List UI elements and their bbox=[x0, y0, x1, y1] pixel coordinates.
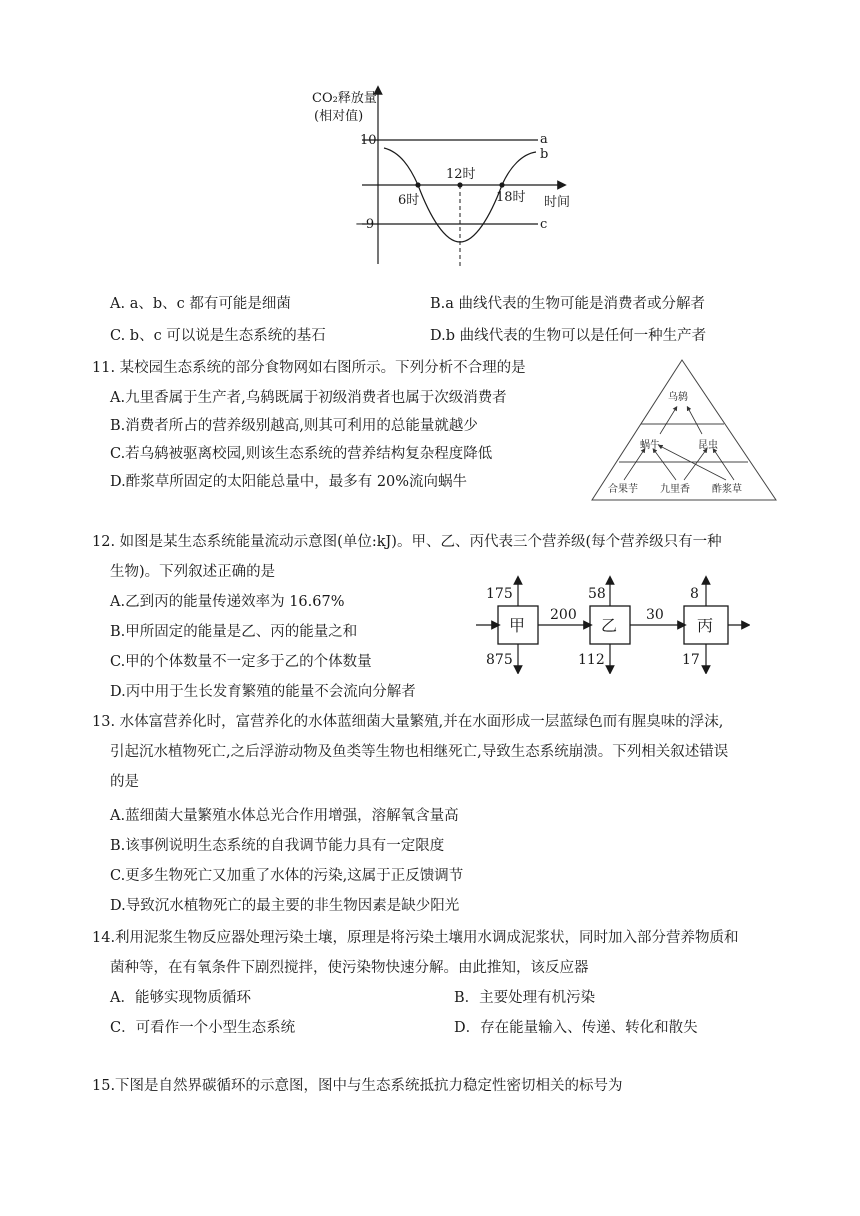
label-c: c bbox=[540, 217, 548, 232]
q10-option-a: A. a、b、c 都有可能是细菌 bbox=[110, 296, 291, 312]
q14-option-d: D．存在能量输入、传递、转化和散失 bbox=[454, 1020, 698, 1036]
label-jia: 甲 bbox=[509, 616, 526, 635]
q13-option-b: B.该事例说明生态系统的自我调节能力具有一定限度 bbox=[110, 838, 445, 854]
arrow-b2-to-snail bbox=[654, 450, 676, 480]
arrow-snail-to-blackbird bbox=[660, 408, 676, 434]
value-jia-to-yi: 200 bbox=[550, 607, 577, 623]
q10-option-b: B.a 曲线代表的生物可能是消费者或分解者 bbox=[430, 296, 706, 312]
q11-stem: 11. 某校园生态系统的部分食物网如右图所示。下列分析不合理的是 bbox=[92, 360, 526, 376]
label-18h: 18时 bbox=[496, 190, 526, 205]
q11-option-c: C.若乌鸫被驱离校园,则该生态系统的营养结构复杂程度降低 bbox=[110, 446, 493, 462]
label-b: b bbox=[540, 147, 549, 162]
label-bing: 丙 bbox=[697, 616, 714, 635]
food-web-pyramid bbox=[588, 356, 784, 504]
value-jia-up: 175 bbox=[486, 586, 513, 602]
q12-option-c: C.甲的个体数量不一定多于乙的个体数量 bbox=[110, 654, 372, 670]
q12-option-a: A.乙到丙的能量传递效率为 16.67% bbox=[110, 594, 345, 610]
co2-release-graph bbox=[300, 82, 590, 272]
tick-10: 10 bbox=[360, 133, 377, 148]
q13-stem-line2: 引起沉水植物死亡,之后浮游动物及鱼类等生物也相继死亡,导致生态系统崩溃。下列相关叙述错误 bbox=[110, 744, 729, 760]
q13-option-c: C.更多生物死亡又加重了水体的污染,这属于正反馈调节 bbox=[110, 868, 464, 884]
value-yi-to-bing: 30 bbox=[646, 607, 664, 623]
q14-option-b: B．主要处理有机污染 bbox=[454, 990, 596, 1006]
q14-stem-line2: 菌种等，在有氧条件下剧烈搅拌，使污染物快速分解。由此推知，该反应器 bbox=[110, 960, 589, 976]
y-label-1: CO₂释放量 bbox=[312, 91, 377, 106]
tick-neg9: −9 bbox=[355, 217, 375, 232]
arrow-b2-to-insect bbox=[684, 450, 706, 480]
label-6h: 6时 bbox=[398, 193, 420, 208]
pyramid-insect: 昆虫 bbox=[698, 440, 718, 451]
q13-option-d: D.导致沉水植物死亡的最主要的非生物因素是缺少阳光 bbox=[110, 898, 460, 914]
pyramid-b3: 酢浆草 bbox=[712, 484, 742, 495]
label-12h: 12时 bbox=[446, 167, 476, 182]
arrow-b3-to-snail bbox=[660, 446, 726, 480]
point-18h bbox=[499, 182, 504, 187]
x-label: 时间 bbox=[544, 195, 571, 210]
arrow-insect-to-blackbird bbox=[688, 408, 702, 434]
q10-option-d: D.b 曲线代表的生物可以是任何一种生产者 bbox=[430, 328, 707, 344]
pyramid-top: 乌鸫 bbox=[668, 392, 688, 403]
pyramid-snail: 蜗牛 bbox=[640, 440, 660, 451]
q14-stem-line1: 14.利用泥浆生物反应器处理污染土壤，原理是将污染土壤用水调成泥浆状，同时加入部分营养物质和 bbox=[92, 930, 739, 946]
value-yi-down: 112 bbox=[578, 652, 605, 668]
energy-flow-diagram bbox=[470, 574, 750, 674]
pyramid-b2: 九里香 bbox=[660, 484, 690, 495]
y-label-2: (相对值) bbox=[314, 109, 364, 124]
value-bing-up: 8 bbox=[690, 586, 699, 602]
pyramid-b1: 合果芋 bbox=[608, 484, 638, 495]
q12-option-d: D.丙中用于生长发育繁殖的能量不会流向分解者 bbox=[110, 684, 416, 700]
q14-option-c: C．可看作一个小型生态系统 bbox=[110, 1020, 296, 1036]
point-6h bbox=[415, 182, 420, 187]
q14-option-a: A．能够实现物质循环 bbox=[110, 990, 251, 1006]
value-bing-down: 17 bbox=[682, 652, 700, 668]
q15-stem: 15.下图是自然界碳循环的示意图，图中与生态系统抵抗力稳定性密切相关的标号为 bbox=[92, 1078, 623, 1094]
q12-option-b: B.甲所固定的能量是乙、丙的能量之和 bbox=[110, 624, 358, 640]
value-yi-up: 58 bbox=[588, 586, 606, 602]
q12-stem-line1: 12. 如图是某生态系统能量流动示意图(单位:kJ)。甲、乙、丙代表三个营养级(每个营养级只有一种 bbox=[92, 534, 722, 550]
q12-stem-line2: 生物)。下列叙述正确的是 bbox=[110, 564, 276, 580]
q11-option-b: B.消费者所占的营养级别越高,则其可利用的总能量就越少 bbox=[110, 418, 478, 434]
q11-option-d: D.酢浆草所固定的太阳能总量中，最多有 20%流向蜗牛 bbox=[110, 474, 468, 490]
q13-stem-line3: 的是 bbox=[110, 774, 139, 790]
q13-stem-line1: 13. 水体富营养化时，富营养化的水体蓝细菌大量繁殖,并在水面形成一层蓝绿色而有腥臭味的浮沫, bbox=[92, 714, 724, 730]
label-a: a bbox=[540, 132, 548, 147]
q11-option-a: A.九里香属于生产者,乌鸫既属于初级消费者也属于次级消费者 bbox=[110, 390, 507, 406]
q13-option-a: A.蓝细菌大量繁殖水体总光合作用增强，溶解氧含量高 bbox=[110, 808, 459, 824]
q10-option-c: C. b、c 可以说是生态系统的基石 bbox=[110, 328, 326, 344]
arrow-b1-to-snail bbox=[624, 450, 644, 480]
point-12h bbox=[457, 182, 462, 187]
value-jia-down: 875 bbox=[486, 652, 513, 668]
label-yi: 乙 bbox=[601, 616, 618, 635]
